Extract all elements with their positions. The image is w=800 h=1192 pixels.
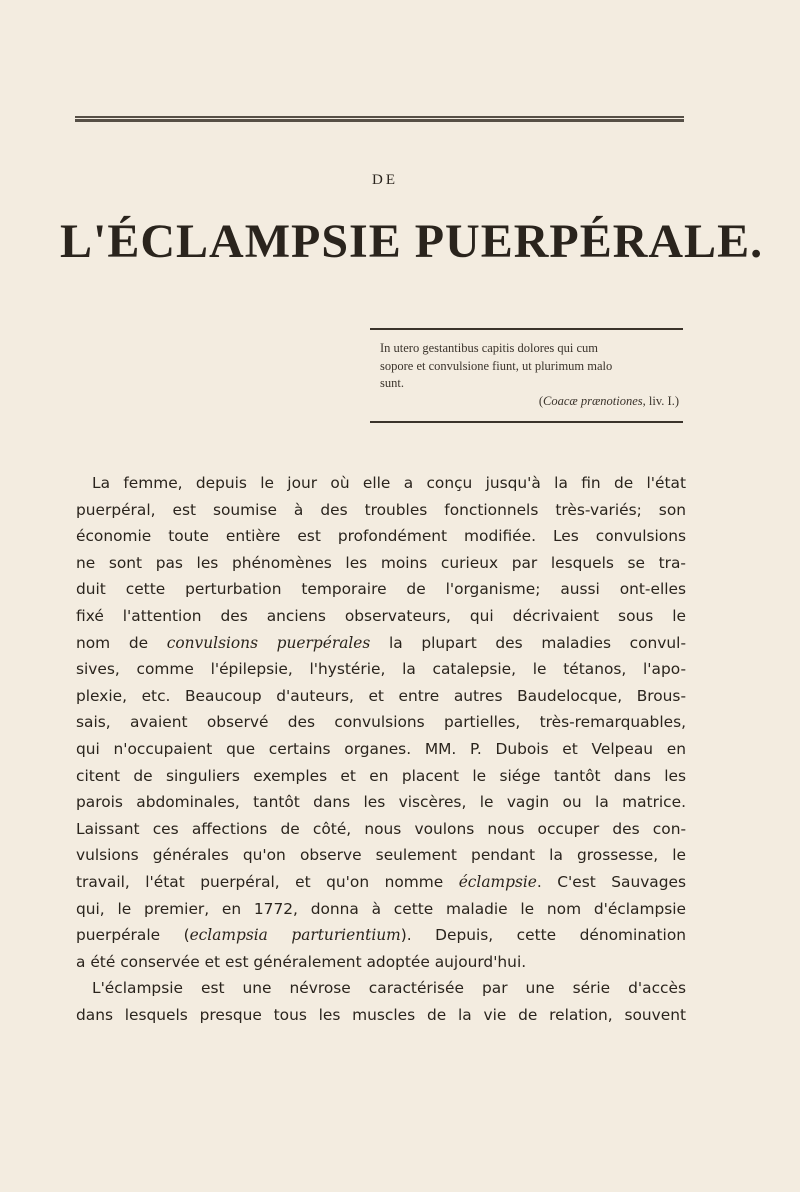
body-text-run: ). Depuis, cette dénomination xyxy=(400,926,686,945)
ref-work: Coacæ prænotiones xyxy=(542,393,643,408)
body-line: La femme, depuis le jour où elle a conçu jusqu'à la fin de l'état xyxy=(92,474,686,492)
body-line: sais, avaient observé des convulsions partielles, très-remarquables, xyxy=(76,713,686,732)
epigraph-line: sunt. xyxy=(380,376,404,390)
epigraph-rule-top xyxy=(370,328,683,330)
body-line: dans lesquels presque tous les muscles de la vie de relation, souvent xyxy=(76,1005,686,1024)
ref-open: ( xyxy=(538,393,543,408)
body-line: qui, le premier, en 1772, donna à cette maladie le nom d'éclampsie xyxy=(76,899,686,918)
body-line: puerpéral, est soumise à des troubles fonctionnels très-variés; son xyxy=(76,500,686,519)
epigraph-reference xyxy=(380,393,685,411)
body-line: a été conservée et est généralement adoptée aujourd'hui. xyxy=(76,952,527,971)
top-double-rule xyxy=(75,116,684,123)
body-text-run: la plupart des maladies convul- xyxy=(370,633,686,652)
body-italic-run: eclampsia parturientium xyxy=(189,926,401,945)
epigraph-line: sopore et convulsione fiunt, ut plurimum malo xyxy=(380,358,613,373)
ref-rest: , liv. I.) xyxy=(642,393,679,408)
body-line xyxy=(76,869,686,896)
body-line: sives, comme l'épilepsie, l'hystérie, la catalepsie, le tétanos, l'apo- xyxy=(76,660,686,679)
epigraph-rule-bottom xyxy=(370,421,683,423)
body-line: plexie, etc. Beaucoup d'auteurs, et entre autres Baudelocque, Brous- xyxy=(76,686,686,705)
body-line: économie toute entière est profondément modifiée. Les convulsions xyxy=(76,527,686,546)
body-italic-run: convulsions puerpérales xyxy=(166,633,371,652)
page-title: L'ÉCLAMPSIE PUERPÉRALE. xyxy=(60,215,764,268)
body-text-run: nom de xyxy=(76,633,167,652)
body-line xyxy=(76,630,686,657)
body-text xyxy=(76,470,686,1028)
body-text-run: . C'est Sauvages xyxy=(536,872,686,891)
body-line: vulsions générales qu'on observe seulement pendant la grossesse, le xyxy=(76,846,686,865)
body-line: L'éclampsie est une névrose caractérisée par une série d'accès xyxy=(92,979,686,998)
body-line: parois abdominales, tantôt dans les viscères, le vagin ou la matrice. xyxy=(76,793,686,812)
body-text-run: travail, l'état puerpéral, et qu'on nomme xyxy=(76,872,459,891)
body-line: fixé l'attention des anciens observateurs, qui décrivaient sous le xyxy=(76,606,686,625)
body-line: citent de singuliers exemples et en placent le siége tantôt dans les xyxy=(76,766,686,785)
body-line: duit cette perturbation temporaire de l'organisme; aussi ont-elles xyxy=(76,580,686,599)
body-text-run: puerpérale ( xyxy=(76,926,190,945)
body-line: ne sont pas les phénomènes les moins curieux par lesquels se tra- xyxy=(76,553,686,572)
body-line xyxy=(76,922,686,949)
epigraph-line: In utero gestantibus capitis dolores qui cum xyxy=(380,341,599,355)
epigraph xyxy=(380,340,685,410)
body-line: Laissant ces affections de côté, nous voulons nous occuper des con- xyxy=(76,819,686,838)
pre-title: DE xyxy=(372,172,398,188)
body-italic-run: éclampsie xyxy=(458,872,537,891)
body-line: qui n'occupaient que certains organes. MM. P. Dubois et Velpeau en xyxy=(76,739,686,758)
